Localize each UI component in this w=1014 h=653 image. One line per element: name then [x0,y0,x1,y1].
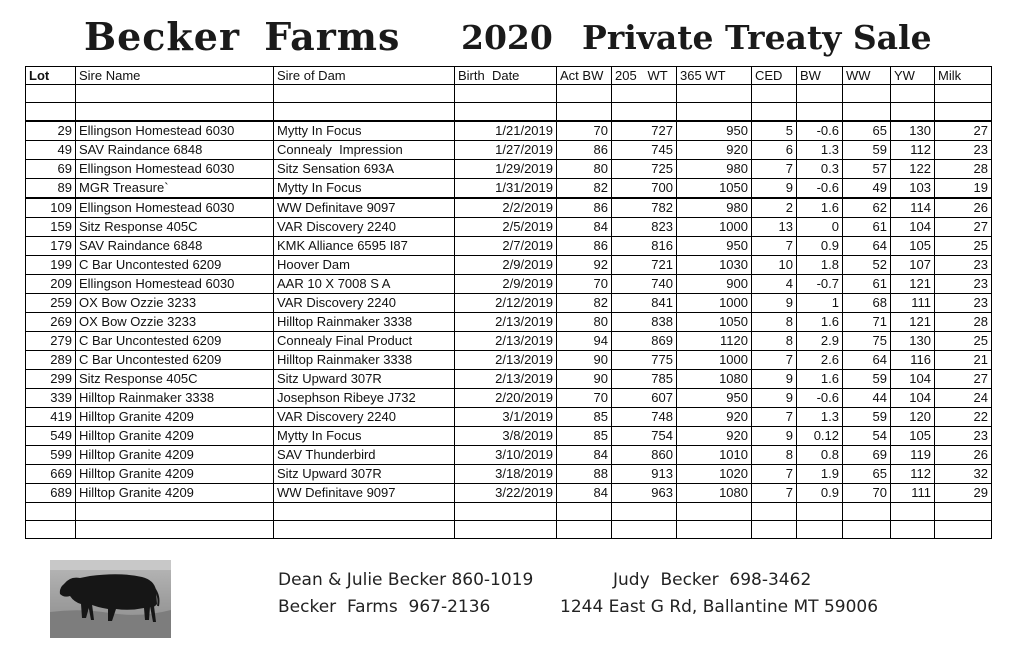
cell-bw: 1.6 [797,198,843,218]
table-row [26,198,992,218]
cell-act-bw: 80 [557,313,612,332]
cell-ced: 6 [752,141,797,160]
sale-type: Private Treaty Sale [582,18,932,57]
cell-ced: 8 [752,313,797,332]
cell-bw: 1.3 [797,141,843,160]
cell-sire-of-dam: AAR 10 X 7008 S A [274,275,455,294]
cell-lot: 419 [26,408,76,427]
cell-ww: 65 [843,465,891,484]
col-header-ww: WW [843,67,891,85]
cell-205-wt: 838 [612,313,677,332]
cell-sire-name: Sitz Response 405C [76,218,274,237]
cell-act-bw: 86 [557,198,612,218]
cell-sire-of-dam: Sitz Sensation 693A [274,160,455,179]
cell-bw: -0.6 [797,121,843,141]
cell-205-wt: 816 [612,237,677,256]
table-row [26,294,992,313]
cell-ced: 13 [752,218,797,237]
cell-sire-name: Hilltop Rainmaker 3338 [76,389,274,408]
cell-lot: 599 [26,446,76,465]
cell-bw: 1.8 [797,256,843,275]
cell-sire-of-dam: Hilltop Rainmaker 3338 [274,313,455,332]
page-title [0,14,1014,64]
table-row [26,389,992,408]
table-row [26,427,992,446]
cell-365-wt: 950 [677,389,752,408]
cell-lot: 669 [26,465,76,484]
cell-ced: 7 [752,408,797,427]
cell-birth-date: 1/31/2019 [455,179,557,199]
table-row [26,465,992,484]
col-header-yw: YW [891,67,935,85]
table-row [26,141,992,160]
cell-milk: 29 [935,484,992,503]
cell-yw: 103 [891,179,935,199]
cell-birth-date: 2/20/2019 [455,389,557,408]
cell-birth-date: 3/10/2019 [455,446,557,465]
cell-bw: 1 [797,294,843,313]
cell-yw: 130 [891,332,935,351]
col-header-birth-date: Birth Date [455,67,557,85]
cell-yw: 119 [891,446,935,465]
cell-365-wt: 1050 [677,179,752,199]
cell-yw: 112 [891,465,935,484]
cell-365-wt: 1020 [677,465,752,484]
cell-milk: 28 [935,160,992,179]
cell-sire-of-dam: Mytty In Focus [274,179,455,199]
cell-act-bw: 84 [557,484,612,503]
cell-ced: 2 [752,198,797,218]
cell-birth-date: 1/27/2019 [455,141,557,160]
cell-sire-of-dam: Connealy Impression [274,141,455,160]
cell-yw: 121 [891,275,935,294]
cell-ced: 4 [752,275,797,294]
cell-205-wt: 823 [612,218,677,237]
cell-yw: 122 [891,160,935,179]
farm-name: Becker Farms [84,14,401,59]
bull-sale-table [25,66,992,539]
cell-ww: 61 [843,218,891,237]
cell-bw: 0.9 [797,484,843,503]
cell-bw: 1.6 [797,370,843,389]
table-row [26,332,992,351]
cell-sire-name: Hilltop Granite 4209 [76,484,274,503]
cell-ced: 9 [752,294,797,313]
cell-lot: 339 [26,389,76,408]
cell-milk: 23 [935,427,992,446]
table-row [26,408,992,427]
cell-ww: 59 [843,370,891,389]
sale-year: 2020 [461,18,553,57]
table-blank-row [26,103,992,122]
table-blank-row [26,85,992,103]
cell-ww: 68 [843,294,891,313]
cell-365-wt: 1120 [677,332,752,351]
cell-365-wt: 920 [677,408,752,427]
cell-bw: 1.9 [797,465,843,484]
cell-yw: 114 [891,198,935,218]
table-row [26,218,992,237]
cell-birth-date: 2/9/2019 [455,256,557,275]
cell-205-wt: 841 [612,294,677,313]
cell-yw: 104 [891,218,935,237]
table-row [26,446,992,465]
cell-365-wt: 950 [677,237,752,256]
cell-act-bw: 85 [557,408,612,427]
cell-205-wt: 748 [612,408,677,427]
table-row [26,275,992,294]
cell-bw: 0.9 [797,237,843,256]
table-blank-row [26,503,992,521]
cell-205-wt: 785 [612,370,677,389]
cell-ww: 71 [843,313,891,332]
cell-sire-name: Sitz Response 405C [76,370,274,389]
table-row [26,484,992,503]
cell-ced: 9 [752,427,797,446]
cell-milk: 32 [935,465,992,484]
cell-lot: 29 [26,121,76,141]
cell-yw: 116 [891,351,935,370]
cell-ww: 61 [843,275,891,294]
cell-sire-name: Ellingson Homestead 6030 [76,121,274,141]
cell-365-wt: 900 [677,275,752,294]
cell-ww: 44 [843,389,891,408]
cell-milk: 25 [935,237,992,256]
cell-bw: -0.6 [797,389,843,408]
cell-act-bw: 84 [557,218,612,237]
cell-lot: 159 [26,218,76,237]
table-row [26,370,992,389]
cell-365-wt: 980 [677,160,752,179]
cell-milk: 22 [935,408,992,427]
cell-lot: 179 [26,237,76,256]
cell-sire-name: Hilltop Granite 4209 [76,427,274,446]
cell-yw: 111 [891,484,935,503]
cell-365-wt: 1000 [677,294,752,313]
col-header-act-bw: Act BW [557,67,612,85]
cell-milk: 27 [935,218,992,237]
cell-milk: 24 [935,389,992,408]
cell-bw: 0.3 [797,160,843,179]
bull-photo-icon [50,560,171,638]
cell-yw: 121 [891,313,935,332]
cell-sire-of-dam: Sitz Upward 307R [274,465,455,484]
cell-ced: 7 [752,465,797,484]
col-header-ced: CED [752,67,797,85]
cell-yw: 105 [891,237,935,256]
cell-ww: 75 [843,332,891,351]
cell-birth-date: 2/5/2019 [455,218,557,237]
cell-yw: 105 [891,427,935,446]
cell-sire-name: SAV Raindance 6848 [76,237,274,256]
cell-sire-of-dam: WW Definitave 9097 [274,484,455,503]
cell-sire-name: OX Bow Ozzie 3233 [76,294,274,313]
cell-205-wt: 725 [612,160,677,179]
cell-205-wt: 740 [612,275,677,294]
cell-sire-name: Hilltop Granite 4209 [76,446,274,465]
table-row [26,351,992,370]
cell-act-bw: 70 [557,275,612,294]
cell-lot: 259 [26,294,76,313]
cell-205-wt: 775 [612,351,677,370]
cell-sire-of-dam: SAV Thunderbird [274,446,455,465]
cell-lot: 549 [26,427,76,446]
cell-lot: 209 [26,275,76,294]
cell-milk: 28 [935,313,992,332]
cell-lot: 269 [26,313,76,332]
cell-sire-name: C Bar Uncontested 6209 [76,332,274,351]
cell-sire-name: SAV Raindance 6848 [76,141,274,160]
cell-act-bw: 70 [557,121,612,141]
cell-205-wt: 745 [612,141,677,160]
cell-milk: 23 [935,275,992,294]
cell-205-wt: 700 [612,179,677,199]
cell-205-wt: 860 [612,446,677,465]
cell-bw: 0.8 [797,446,843,465]
cell-ww: 49 [843,179,891,199]
cell-365-wt: 1000 [677,351,752,370]
cell-ced: 7 [752,351,797,370]
cell-sire-of-dam: VAR Discovery 2240 [274,408,455,427]
cell-sire-name: OX Bow Ozzie 3233 [76,313,274,332]
cell-205-wt: 869 [612,332,677,351]
cell-sire-name: Hilltop Granite 4209 [76,465,274,484]
table-row [26,160,992,179]
cell-birth-date: 1/29/2019 [455,160,557,179]
cell-bw: 1.6 [797,313,843,332]
cell-ww: 64 [843,351,891,370]
cell-act-bw: 85 [557,427,612,446]
cell-365-wt: 1080 [677,484,752,503]
col-header-bw: BW [797,67,843,85]
col-header-sire-of-dam: Sire of Dam [274,67,455,85]
cell-act-bw: 94 [557,332,612,351]
cell-ced: 9 [752,370,797,389]
cell-sire-of-dam: Hoover Dam [274,256,455,275]
cell-sire-name: Ellingson Homestead 6030 [76,198,274,218]
cell-yw: 104 [891,389,935,408]
cell-sire-name: MGR Treasure` [76,179,274,199]
contact-becker-farms: Becker Farms 967-2136 [278,597,491,617]
cell-lot: 689 [26,484,76,503]
cell-lot: 109 [26,198,76,218]
table-body [26,121,992,503]
cell-sire-name: C Bar Uncontested 6209 [76,256,274,275]
col-header-365-wt: 365 WT [677,67,752,85]
cell-lot: 69 [26,160,76,179]
col-header-lot: Lot [26,67,76,85]
cell-birth-date: 3/8/2019 [455,427,557,446]
cell-205-wt: 782 [612,198,677,218]
cell-act-bw: 86 [557,141,612,160]
cell-ced: 5 [752,121,797,141]
contact-judy: Judy Becker 698-3462 [613,570,812,590]
cell-365-wt: 1010 [677,446,752,465]
col-header-205-wt: 205 WT [612,67,677,85]
cell-act-bw: 86 [557,237,612,256]
table-blank-row [26,521,992,539]
cell-ww: 70 [843,484,891,503]
cell-ced: 7 [752,237,797,256]
farm-address: 1244 East G Rd, Ballantine MT 59006 [560,597,879,617]
cell-ww: 62 [843,198,891,218]
cell-ww: 54 [843,427,891,446]
cell-sire-name: C Bar Uncontested 6209 [76,351,274,370]
cell-birth-date: 2/13/2019 [455,313,557,332]
cell-lot: 279 [26,332,76,351]
cell-205-wt: 721 [612,256,677,275]
cell-205-wt: 607 [612,389,677,408]
cell-birth-date: 2/9/2019 [455,275,557,294]
cell-365-wt: 1080 [677,370,752,389]
cell-bw: 0.12 [797,427,843,446]
cell-ww: 65 [843,121,891,141]
cell-lot: 299 [26,370,76,389]
cell-bw: -0.7 [797,275,843,294]
cell-lot: 89 [26,179,76,199]
table-row [26,237,992,256]
cell-milk: 21 [935,351,992,370]
cell-milk: 27 [935,370,992,389]
cell-yw: 107 [891,256,935,275]
cell-sire-of-dam: Connealy Final Product [274,332,455,351]
table-row [26,121,992,141]
cell-ww: 52 [843,256,891,275]
cell-ww: 64 [843,237,891,256]
cell-act-bw: 90 [557,351,612,370]
cell-ww: 69 [843,446,891,465]
cell-ced: 10 [752,256,797,275]
cell-milk: 26 [935,198,992,218]
cell-ced: 8 [752,332,797,351]
cell-lot: 49 [26,141,76,160]
cell-sire-name: Ellingson Homestead 6030 [76,275,274,294]
cell-birth-date: 2/12/2019 [455,294,557,313]
cell-205-wt: 963 [612,484,677,503]
col-header-sire-name: Sire Name [76,67,274,85]
cell-act-bw: 90 [557,370,612,389]
cell-milk: 26 [935,446,992,465]
cell-yw: 120 [891,408,935,427]
cell-milk: 23 [935,256,992,275]
cell-365-wt: 920 [677,141,752,160]
cell-ced: 8 [752,446,797,465]
cell-ww: 59 [843,141,891,160]
cell-bw: 2.6 [797,351,843,370]
cell-365-wt: 920 [677,427,752,446]
col-header-milk: Milk [935,67,992,85]
cell-365-wt: 1050 [677,313,752,332]
cell-yw: 130 [891,121,935,141]
cell-sire-of-dam: Sitz Upward 307R [274,370,455,389]
cell-sire-name: Ellingson Homestead 6030 [76,160,274,179]
table-row [26,313,992,332]
cell-birth-date: 2/13/2019 [455,370,557,389]
cell-365-wt: 980 [677,198,752,218]
cell-milk: 27 [935,121,992,141]
cell-sire-of-dam: Hilltop Rainmaker 3338 [274,351,455,370]
cell-bw: 2.9 [797,332,843,351]
cell-sire-of-dam: Josephson Ribeye J732 [274,389,455,408]
contact-dean-julie: Dean & Julie Becker 860-1019 [278,570,534,590]
cell-milk: 23 [935,294,992,313]
cell-ww: 57 [843,160,891,179]
cell-sire-of-dam: KMK Alliance 6595 I87 [274,237,455,256]
cell-birth-date: 2/13/2019 [455,332,557,351]
cell-act-bw: 70 [557,389,612,408]
cell-365-wt: 950 [677,121,752,141]
cell-bw: 1.3 [797,408,843,427]
cell-birth-date: 3/18/2019 [455,465,557,484]
cell-365-wt: 1000 [677,218,752,237]
table-header-row [26,67,992,85]
cell-205-wt: 727 [612,121,677,141]
cell-act-bw: 82 [557,179,612,199]
cell-205-wt: 754 [612,427,677,446]
cell-205-wt: 913 [612,465,677,484]
table-row [26,256,992,275]
cell-365-wt: 1030 [677,256,752,275]
table-row [26,179,992,199]
cell-sire-of-dam: Mytty In Focus [274,121,455,141]
cell-sire-of-dam: WW Definitave 9097 [274,198,455,218]
cell-birth-date: 3/1/2019 [455,408,557,427]
cell-yw: 112 [891,141,935,160]
cell-act-bw: 84 [557,446,612,465]
cell-sire-of-dam: VAR Discovery 2240 [274,218,455,237]
cell-milk: 19 [935,179,992,199]
cell-milk: 25 [935,332,992,351]
cell-act-bw: 92 [557,256,612,275]
cell-birth-date: 2/2/2019 [455,198,557,218]
cell-yw: 111 [891,294,935,313]
cell-sire-of-dam: Mytty In Focus [274,427,455,446]
cell-bw: -0.6 [797,179,843,199]
cell-milk: 23 [935,141,992,160]
cell-lot: 289 [26,351,76,370]
cell-birth-date: 2/7/2019 [455,237,557,256]
cell-sire-of-dam: VAR Discovery 2240 [274,294,455,313]
cell-ced: 9 [752,179,797,199]
cell-lot: 199 [26,256,76,275]
cell-birth-date: 2/13/2019 [455,351,557,370]
cell-birth-date: 3/22/2019 [455,484,557,503]
cell-act-bw: 88 [557,465,612,484]
cell-ced: 7 [752,484,797,503]
cell-act-bw: 80 [557,160,612,179]
cell-bw: 0 [797,218,843,237]
cell-ced: 7 [752,160,797,179]
cell-act-bw: 82 [557,294,612,313]
cell-ww: 59 [843,408,891,427]
cell-sire-name: Hilltop Granite 4209 [76,408,274,427]
cell-yw: 104 [891,370,935,389]
cell-birth-date: 1/21/2019 [455,121,557,141]
cell-ced: 9 [752,389,797,408]
